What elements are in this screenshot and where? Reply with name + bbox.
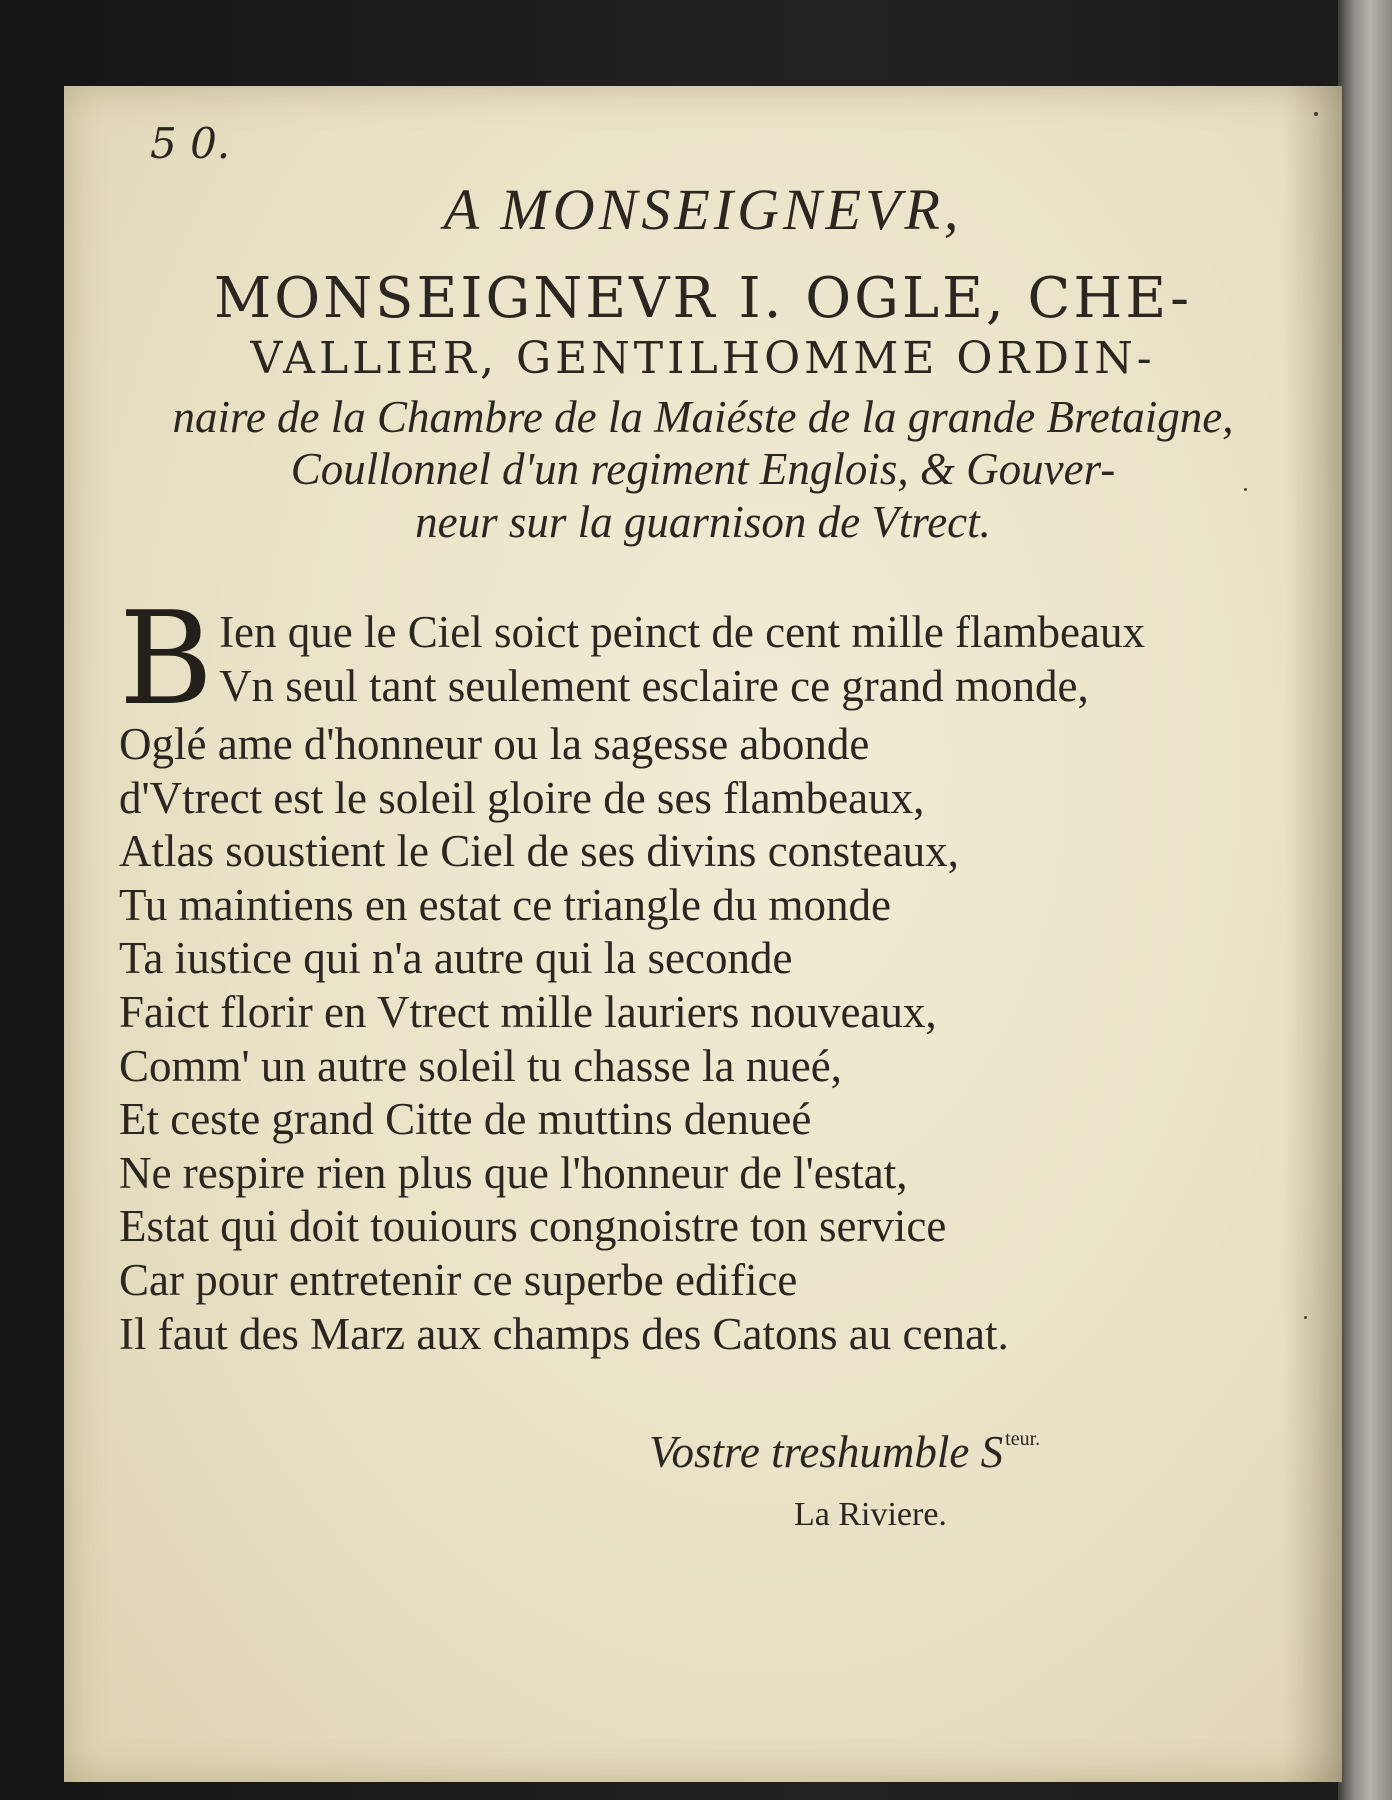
dedication-caps-line-1: MONSEIGNEVR I. OGLE, CHE- [213,266,1193,331]
signature-closing-text: Vostre treshumble S [649,1427,1004,1477]
dedication-italic-line-3: neur sur la guarnison de Vtrect. [415,497,991,547]
signature-closing-superscript: teur. [1005,1428,1041,1450]
book-edge [1338,0,1392,1800]
poem-line: d'Vtrect est le soleil gloire de ses flambeaux, [119,772,925,823]
poem-line: Faict florir en Vtrect mille lauriers nouveaux, [119,986,937,1037]
drop-cap: B [119,585,214,734]
poem-line: Il faut des Marz aux champs des Catons au cenat. [119,1308,1009,1359]
signature-closing [649,1426,1040,1478]
poem-line: Atlas soustient le Ciel de ses divins consteaux, [119,826,959,877]
poem-line: Ien que le Ciel soict peinct de cent mille flambeaux [219,607,1145,657]
dedication-address: A MONSEIGNEVR, [443,177,963,242]
ink-speck [1304,1316,1307,1319]
poem-line: Et ceste grand Citte de muttins denueé [119,1094,812,1145]
poem-line: Tu maintiens en estat ce triangle du monde [119,879,891,930]
poem-line: Estat qui doit touiours congnoistre ton service [119,1201,947,1252]
signature-name: La Riviere. [794,1496,947,1533]
sonnet [119,585,1279,1361]
book-page [64,86,1342,1782]
poem-line: Ta iustice qui n'a autre qui la seconde [119,933,793,984]
ink-speck [1314,112,1318,116]
ink-speck [1244,488,1247,491]
poem-line: Ne respire rien plus que l'honneur de l'estat, [119,1147,908,1198]
poem-line: Comm' un autre soleil tu chasse la nueé, [119,1040,842,1091]
dedication-caps-line-2: VALLIER, GENTILHOMME ORDIN- [250,333,1156,384]
poem-line: Oglé ame d'honneur ou la sagesse abonde [119,719,870,769]
poem-line: Car pour entretenir ce superbe edifice [119,1254,798,1305]
dedication-italic-line-2: Coullonnel d'un regiment Englois, & Gouver- [290,444,1116,494]
dedication-italic-line-1: naire de la Chambre de la Maiéste de la grande Bretaigne, [172,392,1234,442]
folio-number: 5 0. [150,119,231,168]
poem-line: Vn seul tant seulement esclaire ce grand monde, [219,660,1089,711]
